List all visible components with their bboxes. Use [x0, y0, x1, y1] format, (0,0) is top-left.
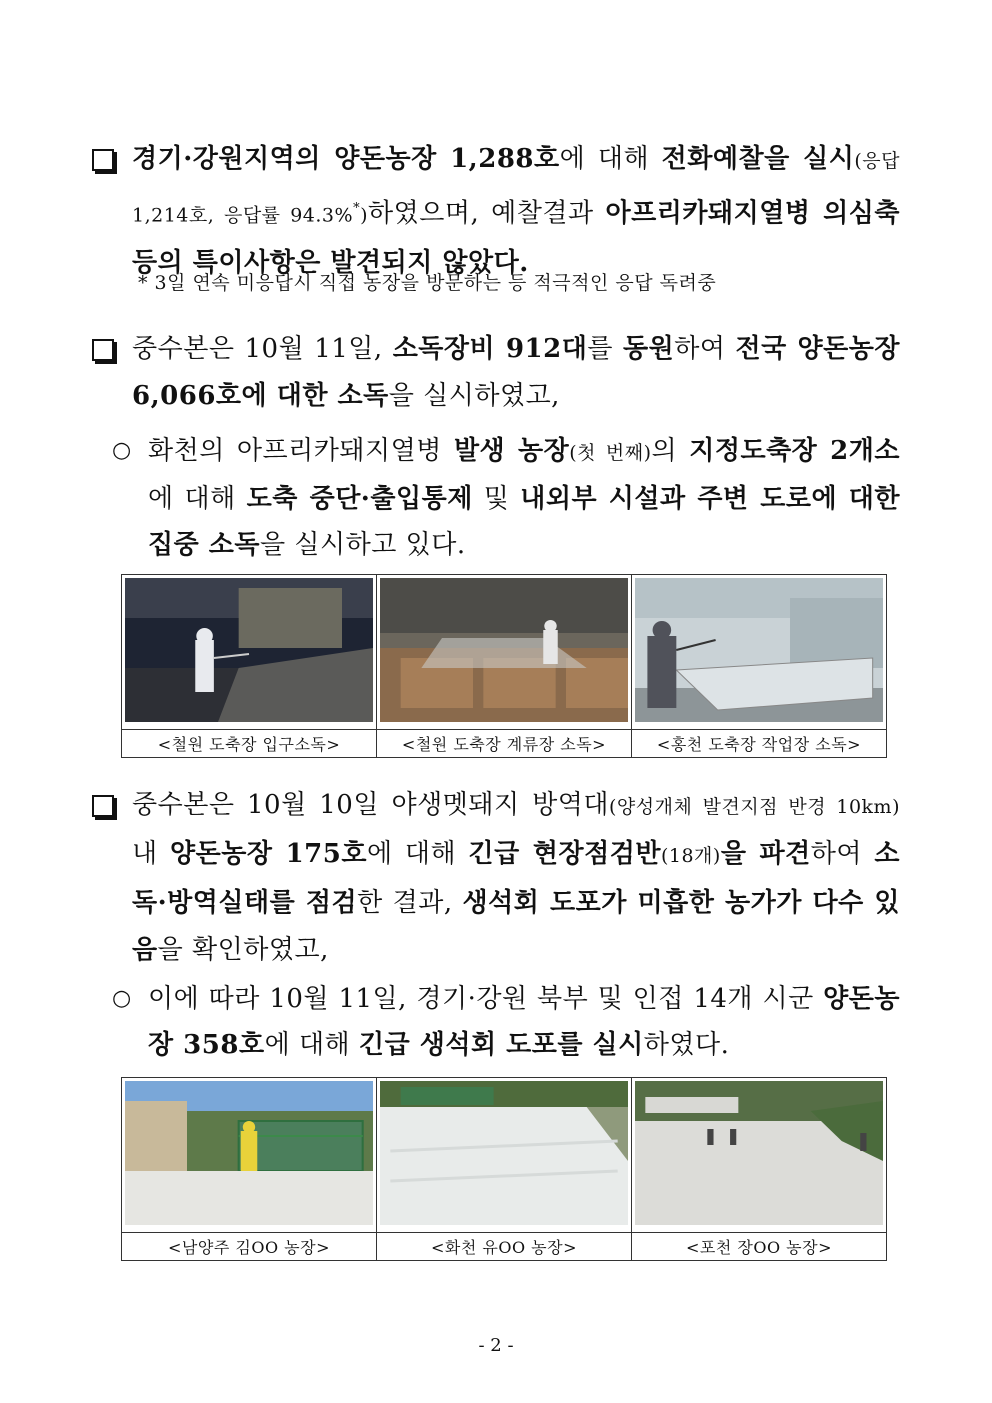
- text: 하였으며, 예찰결과: [368, 198, 606, 229]
- text: 의: [651, 436, 690, 466]
- photo-cell: [377, 575, 632, 730]
- text: 에 대해: [559, 144, 662, 174]
- paragraph-phone-survey: [92, 136, 900, 287]
- text: 에 대해: [264, 1030, 359, 1060]
- text-bold: 지정도축장 2개소: [689, 436, 900, 466]
- text-bold: 아프리카돼지열병 의심축 등의 특이사항은 발견되지 않았다.: [132, 198, 900, 278]
- square-bullet-icon: [92, 795, 114, 817]
- text: 을 실시하고 있다.: [260, 530, 466, 560]
- text: 을 확인하였고,: [157, 935, 329, 965]
- photo-caption: <포천 장OO 농장>: [632, 1233, 887, 1261]
- text-bold: 전화예찰을 실시: [661, 144, 855, 174]
- photo-cheorwon-holding-pen: [380, 578, 628, 722]
- text-small: (양성개체 발견지점 반경 10km): [608, 796, 900, 818]
- square-bullet-icon: [92, 149, 114, 171]
- page-number: - 2 -: [478, 1335, 514, 1356]
- sub-paragraph-slaughterhouse: [112, 428, 900, 568]
- paragraph-field-inspection: [92, 782, 900, 974]
- photo-caption: <철원 도축장 계류장 소독>: [377, 730, 632, 758]
- photo-caption: <남양주 김OO 농장>: [122, 1233, 377, 1261]
- photo-caption: <홍천 도축장 작업장 소독>: [632, 730, 887, 758]
- text: 을 실시하였고,: [388, 381, 560, 411]
- text: 중수본은 10월 11일,: [132, 334, 393, 364]
- photo-hongcheon-workplace: [635, 578, 883, 722]
- text-bold: 동원: [623, 334, 675, 364]
- circle-bullet-icon: ○: [112, 438, 132, 463]
- text: 하여: [810, 839, 875, 869]
- text: 한 결과,: [357, 888, 463, 918]
- photo-cell: [632, 575, 887, 730]
- photo-cell: [632, 1078, 887, 1233]
- square-bullet-icon: [92, 339, 114, 361]
- photo-pocheon-farm: [635, 1081, 883, 1225]
- text-bold: 긴급 현장점검반: [468, 839, 661, 869]
- text-small: (18개): [660, 845, 721, 867]
- text: 에 대해: [366, 839, 469, 869]
- text: 중수본은 10월 10일 야생멧돼지 방역대: [132, 790, 609, 820]
- text-small: ): [360, 204, 368, 227]
- text: 및: [472, 484, 521, 514]
- photo-cell: [377, 1078, 632, 1233]
- text: 내: [132, 839, 170, 869]
- footnote: * 3일 연속 미응답시 직접 농장을 방문하는 등 적극적인 응답 독려중: [138, 272, 717, 294]
- text-bold: 을 파견: [720, 839, 811, 869]
- footnote-mark: *: [353, 201, 361, 216]
- text: 를: [587, 334, 623, 364]
- paragraph-disinfection: [92, 326, 900, 420]
- text: 이에 따라 10월 11일, 경기·강원 북부 및 인접 14개 시군: [148, 984, 824, 1014]
- text-bold: 양돈농장 175호: [169, 839, 367, 869]
- text-small: (첫 번째): [569, 442, 652, 464]
- text-bold: 발생 농장: [453, 436, 570, 466]
- photo-table-slaughterhouse: [121, 574, 887, 758]
- photo-hwacheon-farm: [380, 1081, 628, 1225]
- text-bold: 소독장비 912대: [392, 334, 588, 364]
- photo-cheorwon-entrance: [125, 578, 373, 722]
- photo-caption: <철원 도축장 입구소독>: [122, 730, 377, 758]
- photo-cell: [122, 575, 377, 730]
- photo-caption: <화천 유OO 농장>: [377, 1233, 632, 1261]
- sub-paragraph-quicklime: [112, 976, 900, 1068]
- text-bold: 도축 중단·출입통제: [246, 484, 473, 514]
- text: 화천의 아프리카돼지열병: [148, 436, 454, 466]
- text-bold: 소독·방역실태를 점검: [132, 839, 900, 918]
- photo-namyangju-farm: [125, 1081, 373, 1225]
- photo-cell: [122, 1078, 377, 1233]
- text-small: (응답 1,214호, 응답률 94.3%: [132, 150, 900, 227]
- photo-table-farms: [121, 1077, 887, 1261]
- circle-bullet-icon: ○: [112, 986, 132, 1011]
- text-bold: 내외부 시설과 주변 도로에 대한 집중 소독: [148, 484, 900, 560]
- text-bold: 긴급 생석회 도포를 실시: [358, 1030, 644, 1060]
- text-bold: 경기·강원지역의 양돈농장 1,288호: [132, 144, 560, 174]
- text-bold: 양돈농장 358호: [148, 984, 900, 1060]
- text-bold: 생석회 도포가 미흡한 농가가 다수 있음: [132, 888, 900, 965]
- text-bold: 전국 양돈농장 6,066호에 대한 소독: [132, 334, 901, 411]
- text: 하였다.: [643, 1030, 730, 1060]
- text: 하여: [674, 334, 736, 364]
- text: 에 대해: [148, 484, 247, 514]
